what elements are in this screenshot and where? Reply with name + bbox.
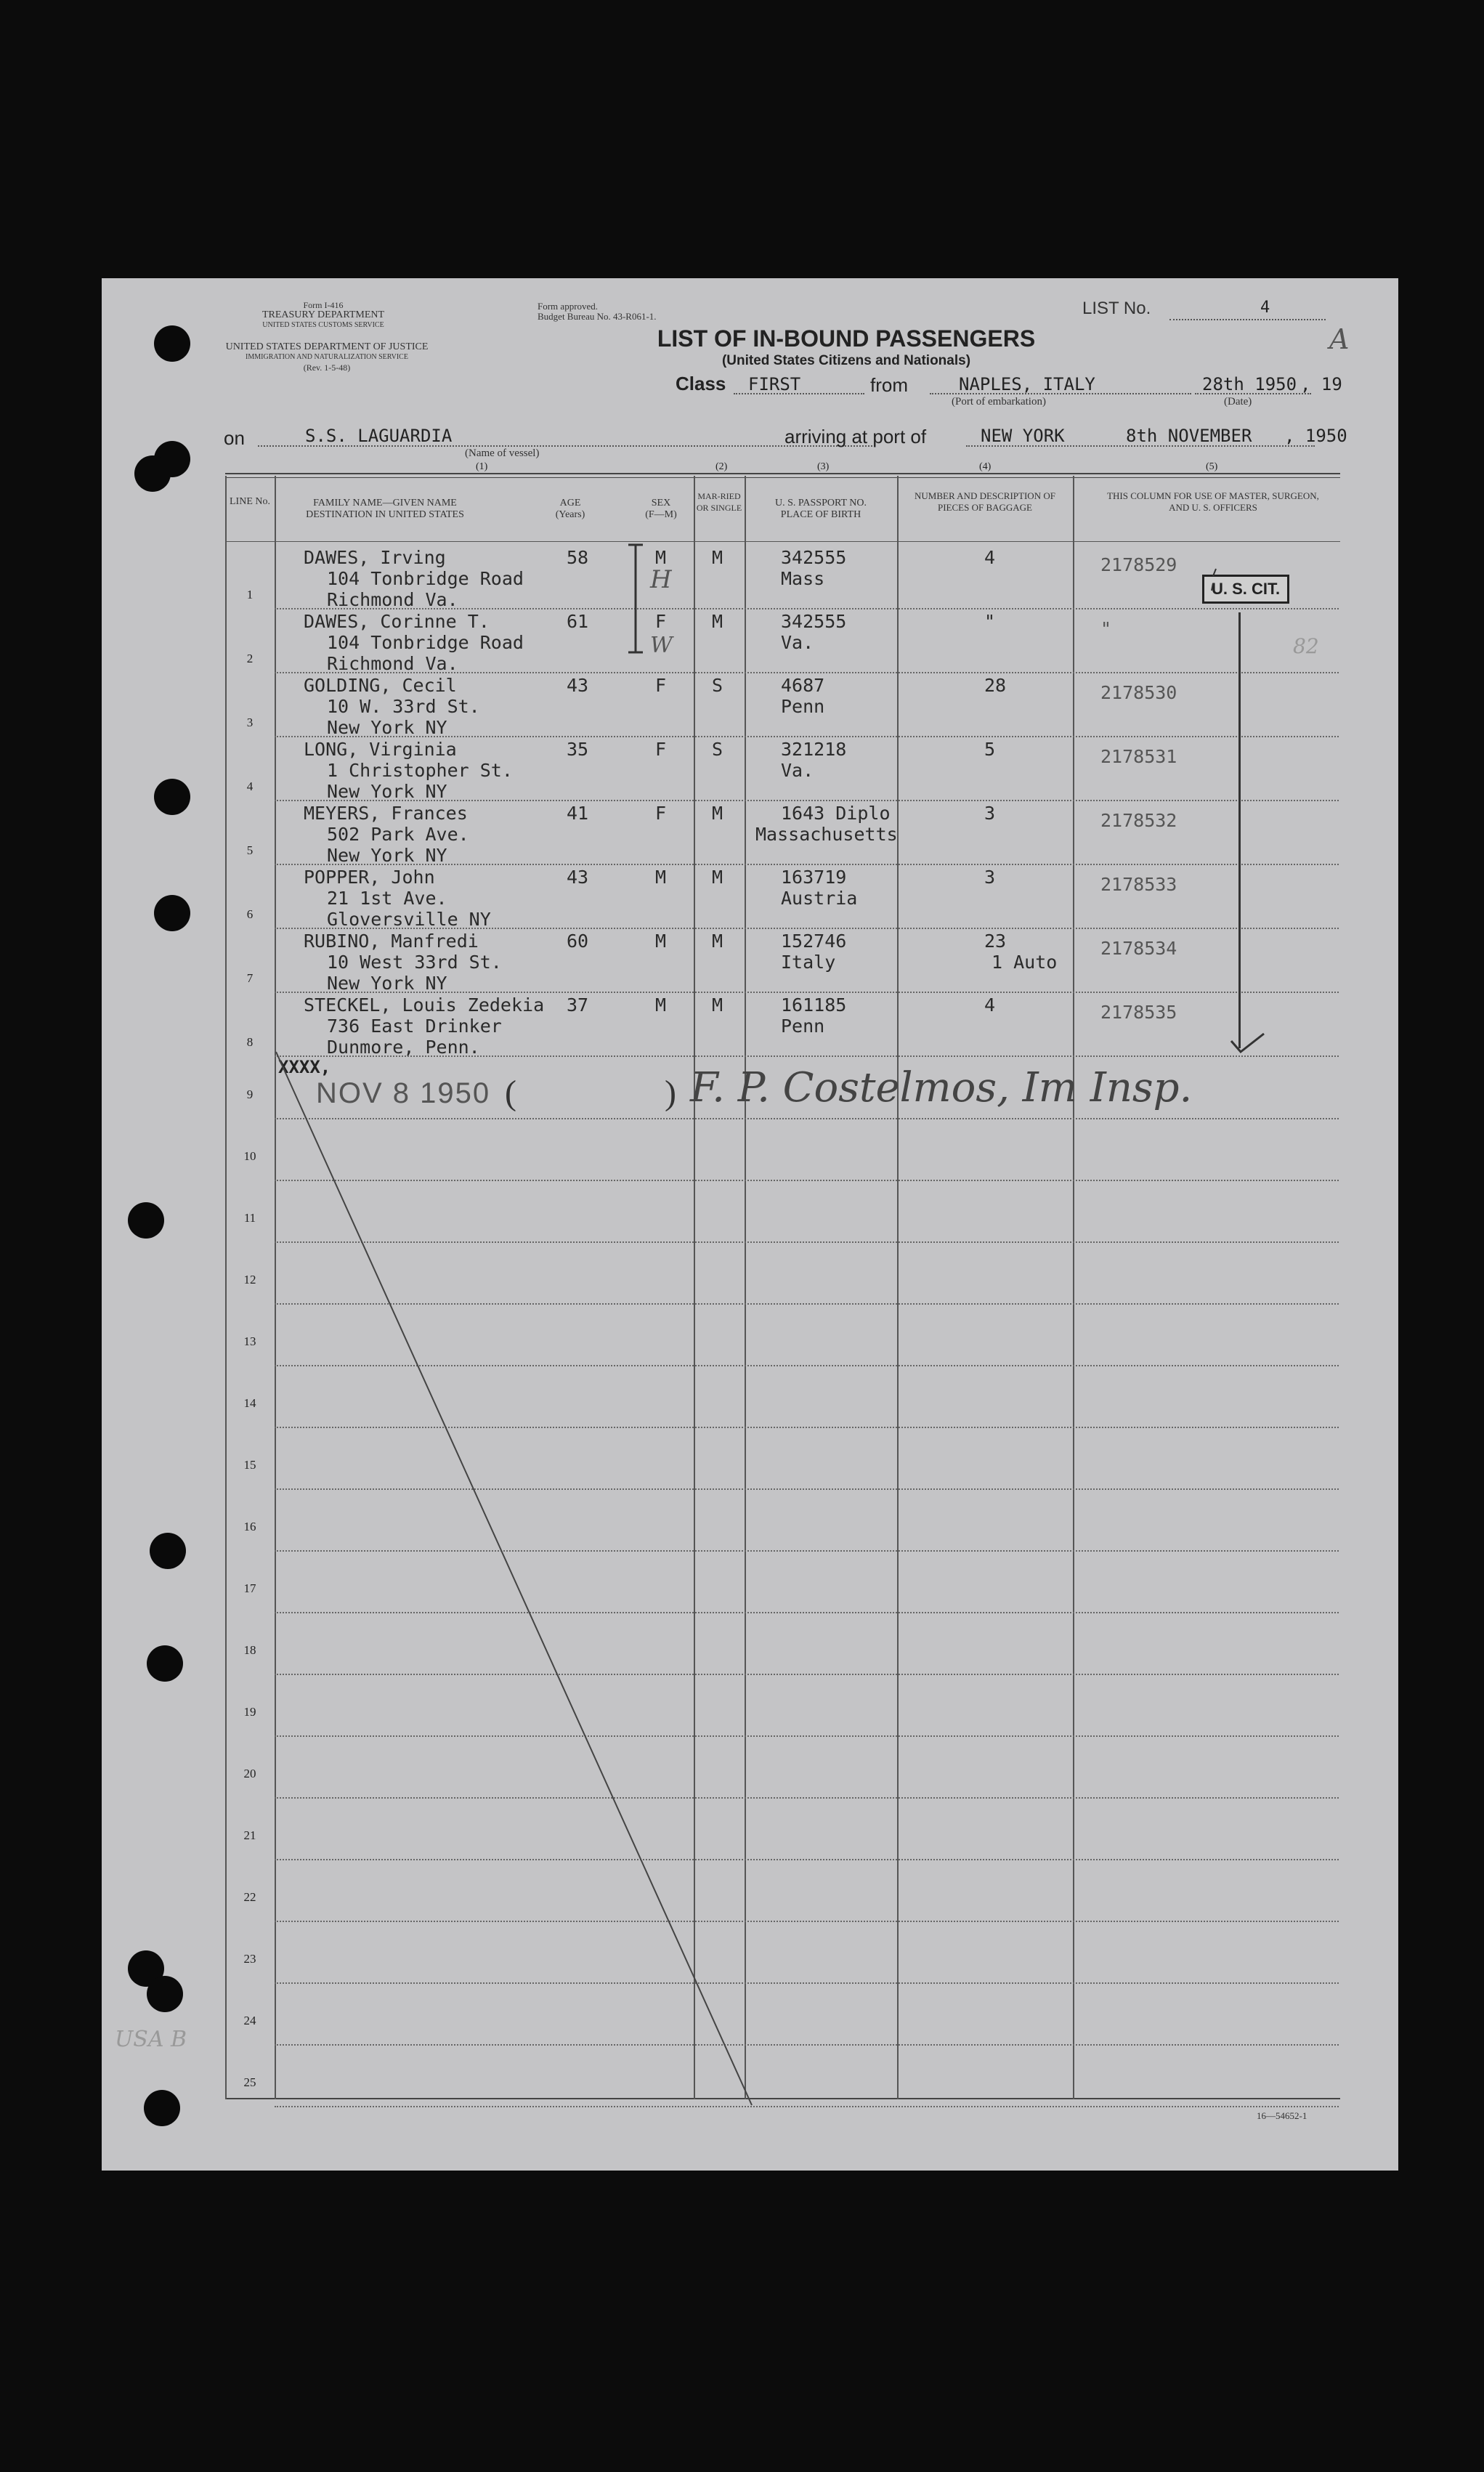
passenger-address: 10 W. 33rd St. [327,696,480,717]
passenger-age: 41 [567,803,589,824]
side-mark: 82 [1293,634,1319,658]
header-age: AGE [559,498,581,508]
form-subtitle: (United States Citizens and Nationals) [721,353,971,368]
passenger-city: Dunmore, Penn. [327,1037,480,1058]
from-value: NAPLES, ITALY [959,374,1095,394]
customs-label: UNITED STATES CUSTOMS SERVICE [262,321,384,329]
us-citizen-stamp: U. S. CIT. [1202,575,1289,604]
passenger-sex: F [655,675,667,696]
ins-label: IMMIGRATION AND NATURALIZATION SERVICE [246,353,408,361]
line-number: 8 [246,1035,254,1049]
treasury-label: TREASURY DEPARTMENT [261,309,385,320]
baggage-count: 23 [984,931,1007,952]
arrival-port: NEW YORK [981,426,1065,446]
line-number: 10 [243,1149,256,1163]
passenger-name: DAWES, Irving [304,547,446,568]
passenger-age: 58 [567,547,589,568]
line-number: 4 [246,779,254,793]
arrival-year: , 1950 [1284,426,1347,446]
revision-label: (Rev. 1-5-48) [303,362,351,373]
on-label: on [224,427,245,449]
class-label: Class [676,373,726,394]
header-sex: SEX [651,498,671,508]
header-officers: THIS COLUMN FOR USE OF MASTER, SURGEON, AND U. S. OFFICERS [1107,490,1319,513]
col-num-2: (2) [715,461,728,472]
cancellation-line [102,278,1398,2171]
baggage-count: 5 [984,739,996,760]
passenger-marital: M [712,931,723,952]
line-number: 7 [246,971,254,985]
passenger-name: LONG, Virginia [304,739,457,760]
line-number: 21 [243,1828,256,1842]
birth-place: Va. [781,632,814,653]
header-birthplace: PLACE OF BIRTH [780,509,861,520]
passport-number: 161185 [781,994,847,1016]
vessel-caption: (Name of vessel) [465,447,540,459]
passenger-name: RUBINO, Manfredi [304,931,479,952]
paren-close: ) [665,1074,676,1112]
baggage-count: 4 [984,547,996,568]
passenger-city: New York NY [327,717,447,738]
line-number: 14 [243,1396,256,1410]
col-num-5: (5) [1206,461,1218,472]
corner-mark: A [1329,323,1350,355]
manifest-sheet [102,278,1398,2171]
officer-number: 2178532 [1100,810,1177,831]
passenger-address: 104 Tonbridge Road [327,632,524,653]
handwritten-w: W [650,633,673,658]
birth-place: Mass [781,568,825,589]
line-number: 16 [243,1520,256,1533]
line-number: 25 [243,2075,256,2089]
passenger-address: 10 West 33rd St. [327,952,502,973]
baggage-count: 3 [984,867,996,888]
baggage-count: 3 [984,803,996,824]
form-code: 16—54652-1 [1257,2110,1307,2121]
header-sex-code: (F—M) [645,509,677,520]
from-caption: (Port of embarkation) [952,396,1046,408]
passenger-name: STECKEL, Louis Zedekia [304,994,545,1016]
passenger-sex: M [655,931,667,952]
arriving-label: arriving at port of [784,426,927,447]
passenger-sex: M [655,867,667,888]
passport-number: 4687 [781,675,825,696]
passenger-age: 43 [567,867,589,888]
baggage-count: 28 [984,675,1007,696]
punch-hole [134,455,171,492]
birth-place: Italy [781,952,836,973]
birth-place: Austria [781,888,858,909]
form-title: LIST OF IN-BOUND PASSENGERS [657,325,1036,352]
officer-number: 2178535 [1100,1002,1177,1023]
punch-hole [154,895,190,931]
handwritten-h: H [650,565,672,594]
passenger-age: 61 [567,611,589,632]
passenger-address: 104 Tonbridge Road [327,568,524,589]
list-no-label: LIST No. [1082,299,1151,318]
date-stamp: NOV 8 1950 [316,1077,491,1109]
officer-number: 2178531 [1100,746,1177,767]
passport-number: 342555 [781,547,847,568]
passenger-name: MEYERS, Frances [304,803,468,824]
passenger-city: New York NY [327,781,447,802]
passport-number: 321218 [781,739,847,760]
passenger-city: Gloversville NY [327,909,491,930]
passenger-name: GOLDING, Cecil [304,675,457,696]
paren-open: ( [505,1074,516,1112]
justice-label: UNITED STATES DEPARTMENT OF JUSTICE [225,341,429,352]
date-caption: (Date) [1224,396,1252,408]
passenger-address: 736 East Drinker [327,1016,502,1037]
punch-hole [147,1645,183,1682]
arrival-date: 8th NOVEMBER [1126,426,1252,446]
col-num-3: (3) [817,461,830,472]
passenger-city: New York NY [327,845,447,866]
passport-number: 342555 [781,611,847,632]
officer-number: 2178530 [1100,682,1177,703]
struck-entry: XXXX, [278,1057,331,1077]
birth-place: Massachusetts [755,824,898,845]
birth-place: Va. [781,760,814,781]
passenger-address: 1 Christopher St. [327,760,513,781]
col-num-1: (1) [476,461,488,472]
header-name: FAMILY NAME—GIVEN NAME [313,498,457,508]
officer-number: 2178533 [1100,874,1177,895]
passenger-sex: M [655,994,667,1016]
margin-note: USA B [115,2027,187,2052]
punch-hole [147,1976,183,2012]
line-number: 18 [243,1643,256,1657]
passenger-sex: M [655,547,667,568]
passenger-sex: F [655,803,667,824]
vessel-name: S.S. LAGUARDIA [305,426,453,446]
list-no-value: 4 [1260,299,1270,317]
passenger-city: New York NY [327,973,447,994]
form-number: Form I-416 [303,300,344,310]
budget-bureau: Budget Bureau No. 43-R061-1. [538,311,657,322]
header-married: MAR-RIED OR SINGLE [696,491,742,513]
passport-number: 1643 Diplo [781,803,891,824]
passenger-sex: F [655,739,667,760]
col-num-4: (4) [979,461,992,472]
year-suffix: , 19 [1300,374,1342,394]
officer-number: " [1100,618,1112,639]
header-baggage: NUMBER AND DESCRIPTION OF PIECES OF BAGGAGE [915,490,1055,513]
header-passport: U. S. PASSPORT NO. [775,498,867,508]
line-number: 5 [246,843,254,857]
passenger-marital: M [712,867,723,888]
birth-place: Penn [781,1016,825,1037]
passenger-marital: S [712,675,723,696]
line-number: 1 [246,588,254,601]
passenger-marital: M [712,547,723,568]
passenger-age: 37 [567,994,589,1016]
embark-date: 28th 1950 [1202,374,1297,394]
baggage-count: " [984,611,996,632]
line-number: 15 [243,1458,256,1472]
passenger-address: 21 1st Ave. [327,888,447,909]
punch-hole [154,325,190,362]
officer-number: 2178529 [1100,554,1177,575]
line-number: 13 [243,1334,256,1348]
line-number: 17 [243,1581,256,1595]
baggage-description: 1 Auto [992,952,1058,973]
header-destination: DESTINATION IN UNITED STATES [306,509,464,520]
passenger-age: 43 [567,675,589,696]
form-approved: Form approved. [538,301,599,312]
from-label: from [870,374,908,396]
header-age-unit: (Years) [555,509,585,520]
passenger-marital: M [712,994,723,1016]
line-number: 6 [246,907,254,921]
line-number: 9 [246,1087,254,1101]
punch-hole [154,779,190,815]
class-value: FIRST [748,374,801,394]
passenger-city: Richmond Va. [327,653,458,674]
line-number: 3 [246,716,254,729]
passenger-marital: M [712,803,723,824]
passenger-name: DAWES, Corinne T. [304,611,490,632]
punch-hole [150,1533,186,1569]
punch-hole [144,2090,180,2126]
birth-place: Penn [781,696,825,717]
line-number: 20 [243,1767,256,1780]
line-number: 11 [243,1211,256,1225]
passport-number: 163719 [781,867,847,888]
passenger-marital: M [712,611,723,632]
punch-hole [128,1202,164,1239]
passenger-sex: F [655,611,667,632]
inspector-signature: F. P. Costelmos, Im Insp. [690,1064,1193,1111]
officer-number: 2178534 [1100,938,1177,959]
line-number: 23 [243,1952,256,1966]
header-line: LINE No. [230,496,270,507]
line-number: 22 [243,1890,256,1904]
passenger-age: 35 [567,739,589,760]
passenger-address: 502 Park Ave. [327,824,469,845]
line-number: 2 [246,652,254,665]
passenger-marital: S [712,739,723,760]
passenger-city: Richmond Va. [327,589,458,610]
baggage-count: 4 [984,994,996,1016]
line-number: 19 [243,1705,256,1719]
passenger-name: POPPER, John [304,867,435,888]
passport-number: 152746 [781,931,847,952]
line-number: 12 [243,1273,256,1286]
passenger-age: 60 [567,931,589,952]
line-number: 24 [243,2014,256,2027]
